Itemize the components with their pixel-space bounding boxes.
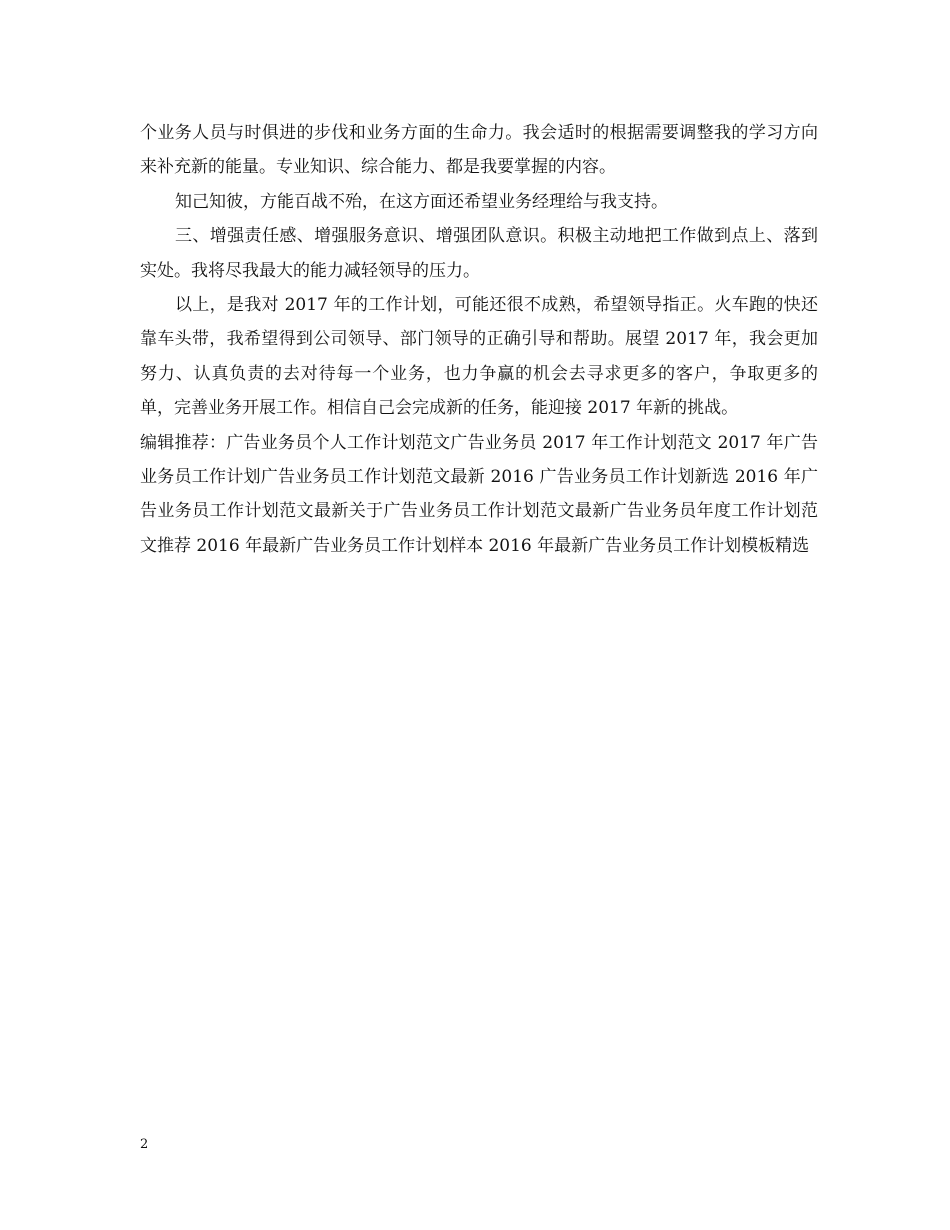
paragraph-know-yourself: 知己知彼，方能百战不殆，在这方面还希望业务经理给与我支持。 xyxy=(175,191,668,212)
paragraph-editor-recommendation: 编辑推荐：广告业务员个人工作计划范文广告业务员 2017 年工作计划范文 2017 年广告业务员工作计划广告业务员工作计划范文最新 2016 广告业务员工作计划新选 2016 年广告业务员工作计划范文最新关于广告业务员工作计划范文最新广告业务员年度工作计划范文推荐 2016 年最新广告业务员工作计划样本 2016 年最新广告业务员工作计划模板精选 xyxy=(140,432,818,556)
page-number: 2 xyxy=(140,1137,149,1152)
paragraph-continuation: 个业务人员与时俱进的步伐和业务方面的生命力。我会适时的根据需要调整我的学习方向来补充新的能量。专业知识、综合能力、都是我要掌握的内容。 xyxy=(140,123,818,178)
document-body xyxy=(140,116,818,563)
paragraph-conclusion: 以上，是我对 2017 年的工作计划，可能还很不成熟，希望领导指正。火车跑的快还靠车头带，我希望得到公司领导、部门领导的正确引导和帮助。展望 2017 年，我会更加努力、认真负责的去对待每一个业务，也力争赢的机会去寻求更多的客户，争取更多的单，完善业务开展工作。相信自己会完成新的任务，能迎接 2017 年新的挑战。 xyxy=(140,295,818,419)
paragraph-responsibility: 三、增强责任感、增强服务意识、增强团队意识。积极主动地把工作做到点上、落到实处。我将尽我最大的能力减轻领导的压力。 xyxy=(140,226,818,281)
